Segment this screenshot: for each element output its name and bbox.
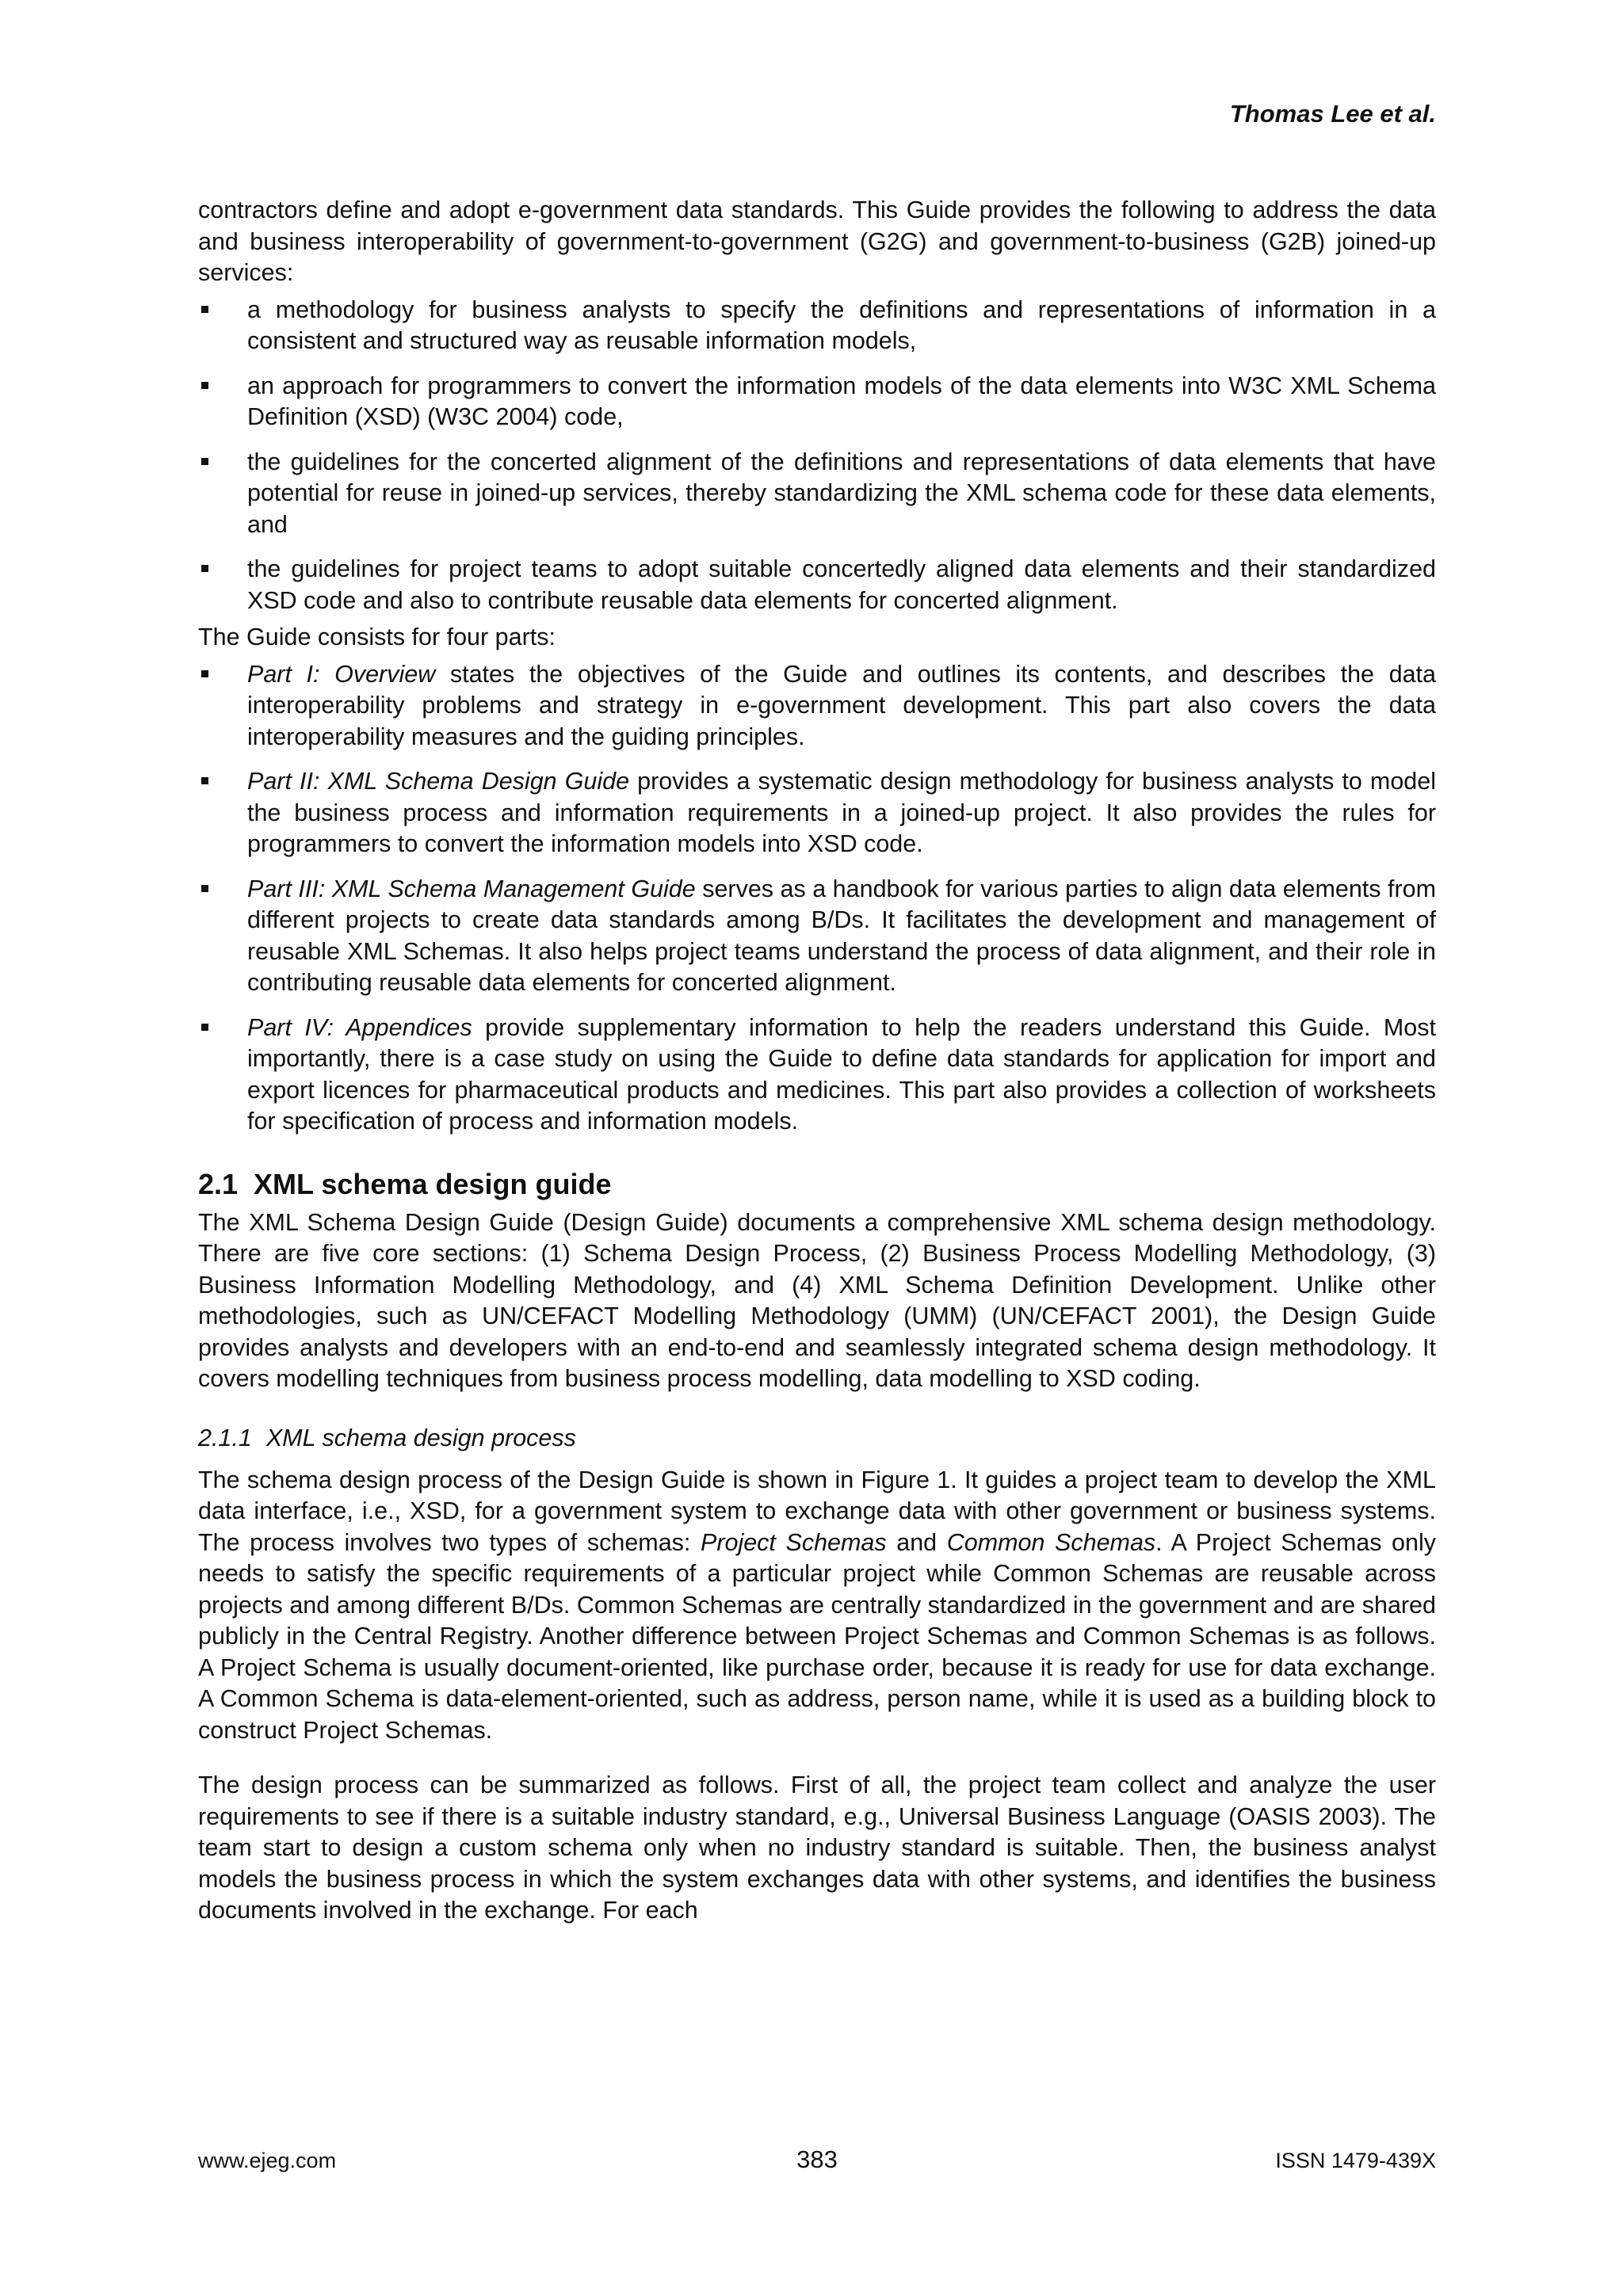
text-run: . A Project Schemas only needs to satisfy the specific requirements of a particular project while Common Schemas are reusable across projects and among different B/Ds. Common Schemas are centrally standardized in the government and are shared publicly in the Central Registry. Another difference between Project Schemas and Common Schemas is as follows. A Project Schema is usually document-oriented, like purchase order, because it is ready for use for data exchange. A Common Schema is data-element-oriented, such as address, person name, while it is used as a building block to construct Project Schemas.: [198, 1528, 1436, 1744]
bullet-icon: [201, 458, 208, 465]
footer-website: www.ejeg.com: [198, 2149, 337, 2172]
list-item-text: the guidelines for the concerted alignment of the definitions and representations of data elements that have potential for reuse in joined-up services, thereby standardizing the XML schema code for these data elements, and: [247, 448, 1436, 538]
part-description: provides a systematic design methodology for business analysts to model the business process and information requirements in a joined-up project. It also provides the rules for programmers to convert the information models into XSD code.: [247, 768, 1436, 857]
part-title: Part II: XML Schema Design Guide: [247, 768, 630, 795]
section-heading: [198, 1166, 1436, 1203]
bullet-icon: [201, 565, 208, 572]
page: [198, 0, 1436, 2296]
list-item-text: the guidelines for project teams to adopt suitable concertedly aligned data elements and their standardized XSD code and also to contribute reusable data elements for concerted alignment.: [247, 555, 1436, 614]
bullet-icon: [201, 670, 208, 677]
emphasis-common-schemas: Common Schemas: [946, 1528, 1156, 1556]
intro-bullet-list: [198, 295, 1436, 617]
bullet-icon: [201, 1024, 208, 1031]
part-description: states the objectives of the Guide and outlines its contents, and describes the data interoperability problems and strategy in e-government development. This part also covers the data interoperability measures and the guiding principles.: [247, 660, 1436, 750]
part-title: Part IV: Appendices: [247, 1013, 472, 1041]
list-item: [198, 371, 1436, 433]
bullet-icon: [201, 382, 208, 389]
subsection-number: 2.1.1: [198, 1424, 252, 1451]
list-item: [198, 447, 1436, 541]
emphasis-project-schemas: Project Schemas: [700, 1528, 887, 1556]
list-item: [198, 766, 1436, 860]
parts-bullet-list: [198, 659, 1436, 1138]
list-item-text: an approach for programmers to convert the information models of the data elements into W3C XML Schema Definition (XSD) (W3C 2004) code,: [247, 372, 1436, 430]
part-title: Part III: XML Schema Management Guide: [247, 875, 696, 902]
bullet-icon: [201, 885, 208, 892]
subsection-paragraph: The design process can be summarized as follows. First of all, the project team collect and analyze the user requirements to see if there is a suitable industry standard, e.g., Universal Business Language (OASIS 2003). The team start to design a custom schema only when no industry standard is suitable. Then, the business analyst models the business process in which the system exchanges data with other systems, and identifies the business documents involved in the exchange. For each: [198, 1772, 1436, 1924]
text-run: The schema design process of the Design Guide is shown in Figure 1. It guides a project team to develop the XML data interface, i.e., XSD, for a government system to exchange data with other government or business systems. The process involves two types of schemas:: [198, 1466, 1436, 1556]
section-number: 2.1: [198, 1167, 239, 1200]
list-item: [198, 874, 1436, 999]
part-title: Part I: Overview: [247, 660, 436, 688]
part-description: provide supplementary information to help the readers understand this Guide. Most importantly, there is a case study on using the Guide to define data standards for application for import and export licences for pharmaceutical products and medicines. This part also provides a collection of worksheets for specification of process and information models.: [247, 1013, 1436, 1135]
bullet-icon: [201, 777, 208, 784]
subsection-paragraph: [198, 1465, 1436, 1747]
bullet-icon: [201, 306, 208, 313]
intro-paragraph: contractors define and adopt e-government data standards. This Guide provides the following to address the data and business interoperability of government-to-government (G2G) and government-to-business (G2B) joined-up services:: [198, 196, 1436, 286]
section-paragraph: The XML Schema Design Guide (Design Guide) documents a comprehensive XML schema design methodology. There are five core sections: (1) Schema Design Process, (2) Business Process Modelling Methodology, (3) Business Information Modelling Methodology, and (4) XML Schema Definition Development. Unlike other methodologies, such as UN/CEFACT Modelling Methodology (UMM) (UN/CEFACT 2001), the Design Guide provides analysts and developers with an end-to-end and seamlessly integrated schema design methodology. It covers modelling techniques from business process modelling, data modelling to XSD coding.: [198, 1208, 1436, 1392]
list-item: [198, 554, 1436, 616]
text-run: and: [886, 1528, 947, 1556]
list-item-text: a methodology for business analysts to specify the definitions and representations of information in a consistent and structured way as reusable information models,: [247, 296, 1436, 354]
list-item: [198, 659, 1436, 753]
part-description: serves as a handbook for various parties to align data elements from different projects to create data standards among B/Ds. It facilitates the development and management of reusable XML Schemas. It also helps project teams understand the process of data alignment, and their role in contributing reusable data elements for concerted alignment.: [247, 875, 1437, 996]
footer-issn: ISSN 1479-439X: [1275, 2149, 1436, 2172]
running-head: Thomas Lee et al.: [1229, 100, 1436, 128]
list-item: [198, 1013, 1436, 1138]
subsection-heading: [198, 1422, 1436, 1454]
list-item: [198, 295, 1436, 357]
section-title: XML schema design guide: [254, 1167, 612, 1200]
article-body: [198, 195, 1436, 1927]
page-number: 383: [796, 2145, 838, 2173]
parts-lead-paragraph: The Guide consists for four parts:: [198, 624, 556, 650]
subsection-title: XML schema design process: [265, 1424, 576, 1451]
